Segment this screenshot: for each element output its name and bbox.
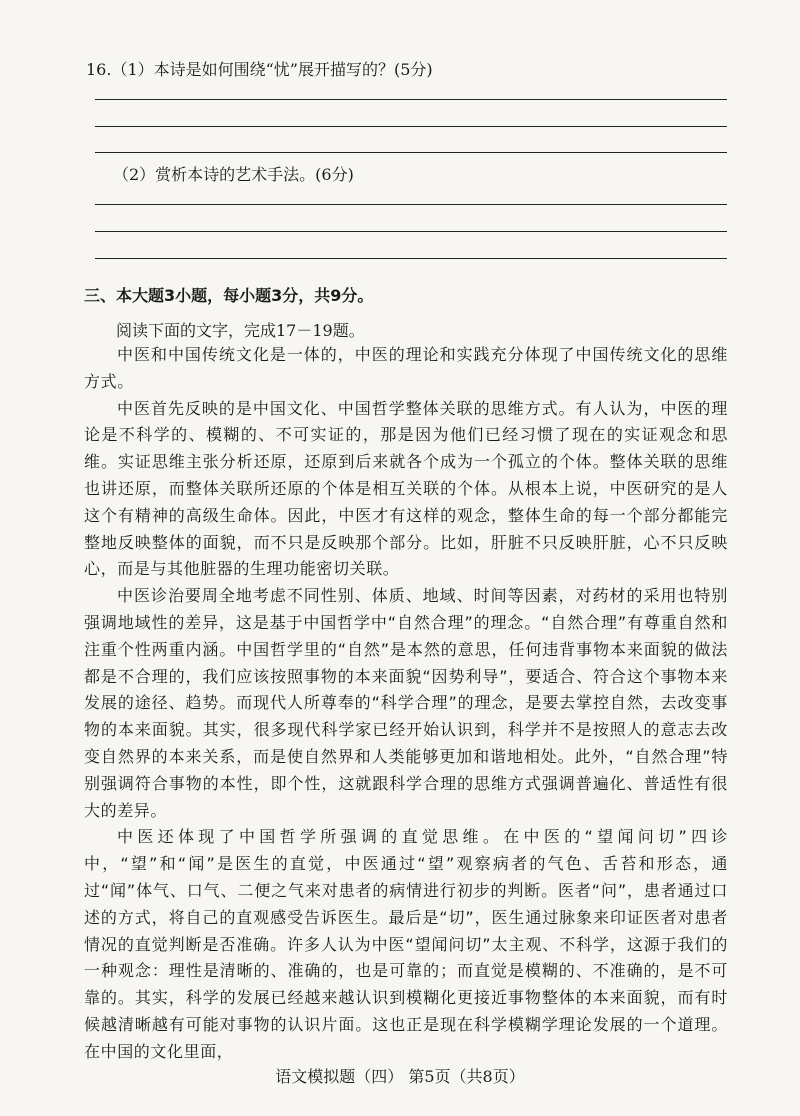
passage-paragraph: 中医诊治要周全地考虑不同性别、体质、地域、时间等因素，对药材的采用也特别强调地域性的差异，这是基于中国哲学中“自然合理”的理念。“自然合理”有尊重自然和注重个性两重内涵。中国哲学里的“自然”是本然的意思，任何违背事物本来面貌的做法都是不合理的，我们应该按照事物的本来面貌“因势利导”，要适合、符合这个事物本来发展的途径、趋势。而现代人所尊奉的“科学合理”的理念，是要去掌控自然，去改变事物的本来面貌。其实，很多现代科学家已经开始认识到，科学并不是按照人的意志去改变自然界的本来关系，而是使自然界和人类能够更加和谐地相处。此外，“自然合理”特别强调符合事物的本性，即个性，这就跟科学合理的思维方式强调普遍化、普适性有很大的差异。 (84, 586, 728, 820)
answer-line (95, 204, 727, 205)
passage-paragraph: 中医还体现了中国哲学所强调的直觉思维。在中医的“望闻问切”四诊中，“望”和“闻”是医生的直觉，中医通过“望”观察病者的气色、舌苔和形态，通过“闻”体气、口气、二便之气来对患者的病情进行初步的判断。医者“问”，患者通过口述的方式，将自己的直观感受告诉医生。最后是“切”，医生通过脉象来印证医者对患者情况的直觉判断是否准确。许多人认为中医“望闻问切”太主观、不科学，这源于我们的一种观念：理性是清晰的、准确的，也是可靠的；而直觉是模糊的、不准确的，是不可靠的。其实，科学的发展已经越来越认识到模糊化更接近事物整体的本来面貌，而有时候越清晰越有可能对事物的认识片面。这也正是现在科学模糊学理论发展的一个道理。在中国的文化里面， (84, 827, 728, 1061)
answer-line (95, 231, 727, 232)
answer-line (95, 258, 727, 259)
answer-line (95, 126, 727, 127)
page-footer: 语文模拟题（四） 第5页（共8页） (275, 1067, 525, 1086)
reading-passage (84, 342, 728, 1066)
passage-paragraph: 中医首先反映的是中国文化、中国哲学整体关联的思维方式。有人认为，中医的理论是不科学的、模糊的、不可实证的，那是因为他们已经习惯了现在的实证观念和思维。实证思维主张分析还原，还原到后来就各个成为一个孤立的个体。整体关联的思维也讲还原，而整体关联所还原的个体是相互关联的个体。从根本上说，中医研究的是人这个有精神的高级生命体。因此，中医才有这样的观念，整体生命的每一个部分都能完整地反映整体的面貌，而不只是反映那个部分。比如，肝脏不只反映肝脏，心不只反映心，而是与其他脏器的生理功能密切关联。 (84, 398, 728, 579)
answer-line (95, 99, 727, 100)
answer-line (95, 152, 727, 153)
question-16-1: 16.（1）本诗是如何围绕“忧”展开描写的？(5分) (86, 60, 433, 79)
section-heading: 三、本大题3小题，每小题3分，共9分。 (84, 286, 374, 305)
passage-paragraph: 中医和中国传统文化是一体的，中医的理论和实践充分体现了中国传统文化的思维方式。 (84, 345, 728, 391)
question-16-2: （2）赏析本诗的艺术手法。(6分) (113, 165, 354, 184)
reading-instruction: 阅读下面的文字，完成17－19题。 (116, 321, 365, 340)
